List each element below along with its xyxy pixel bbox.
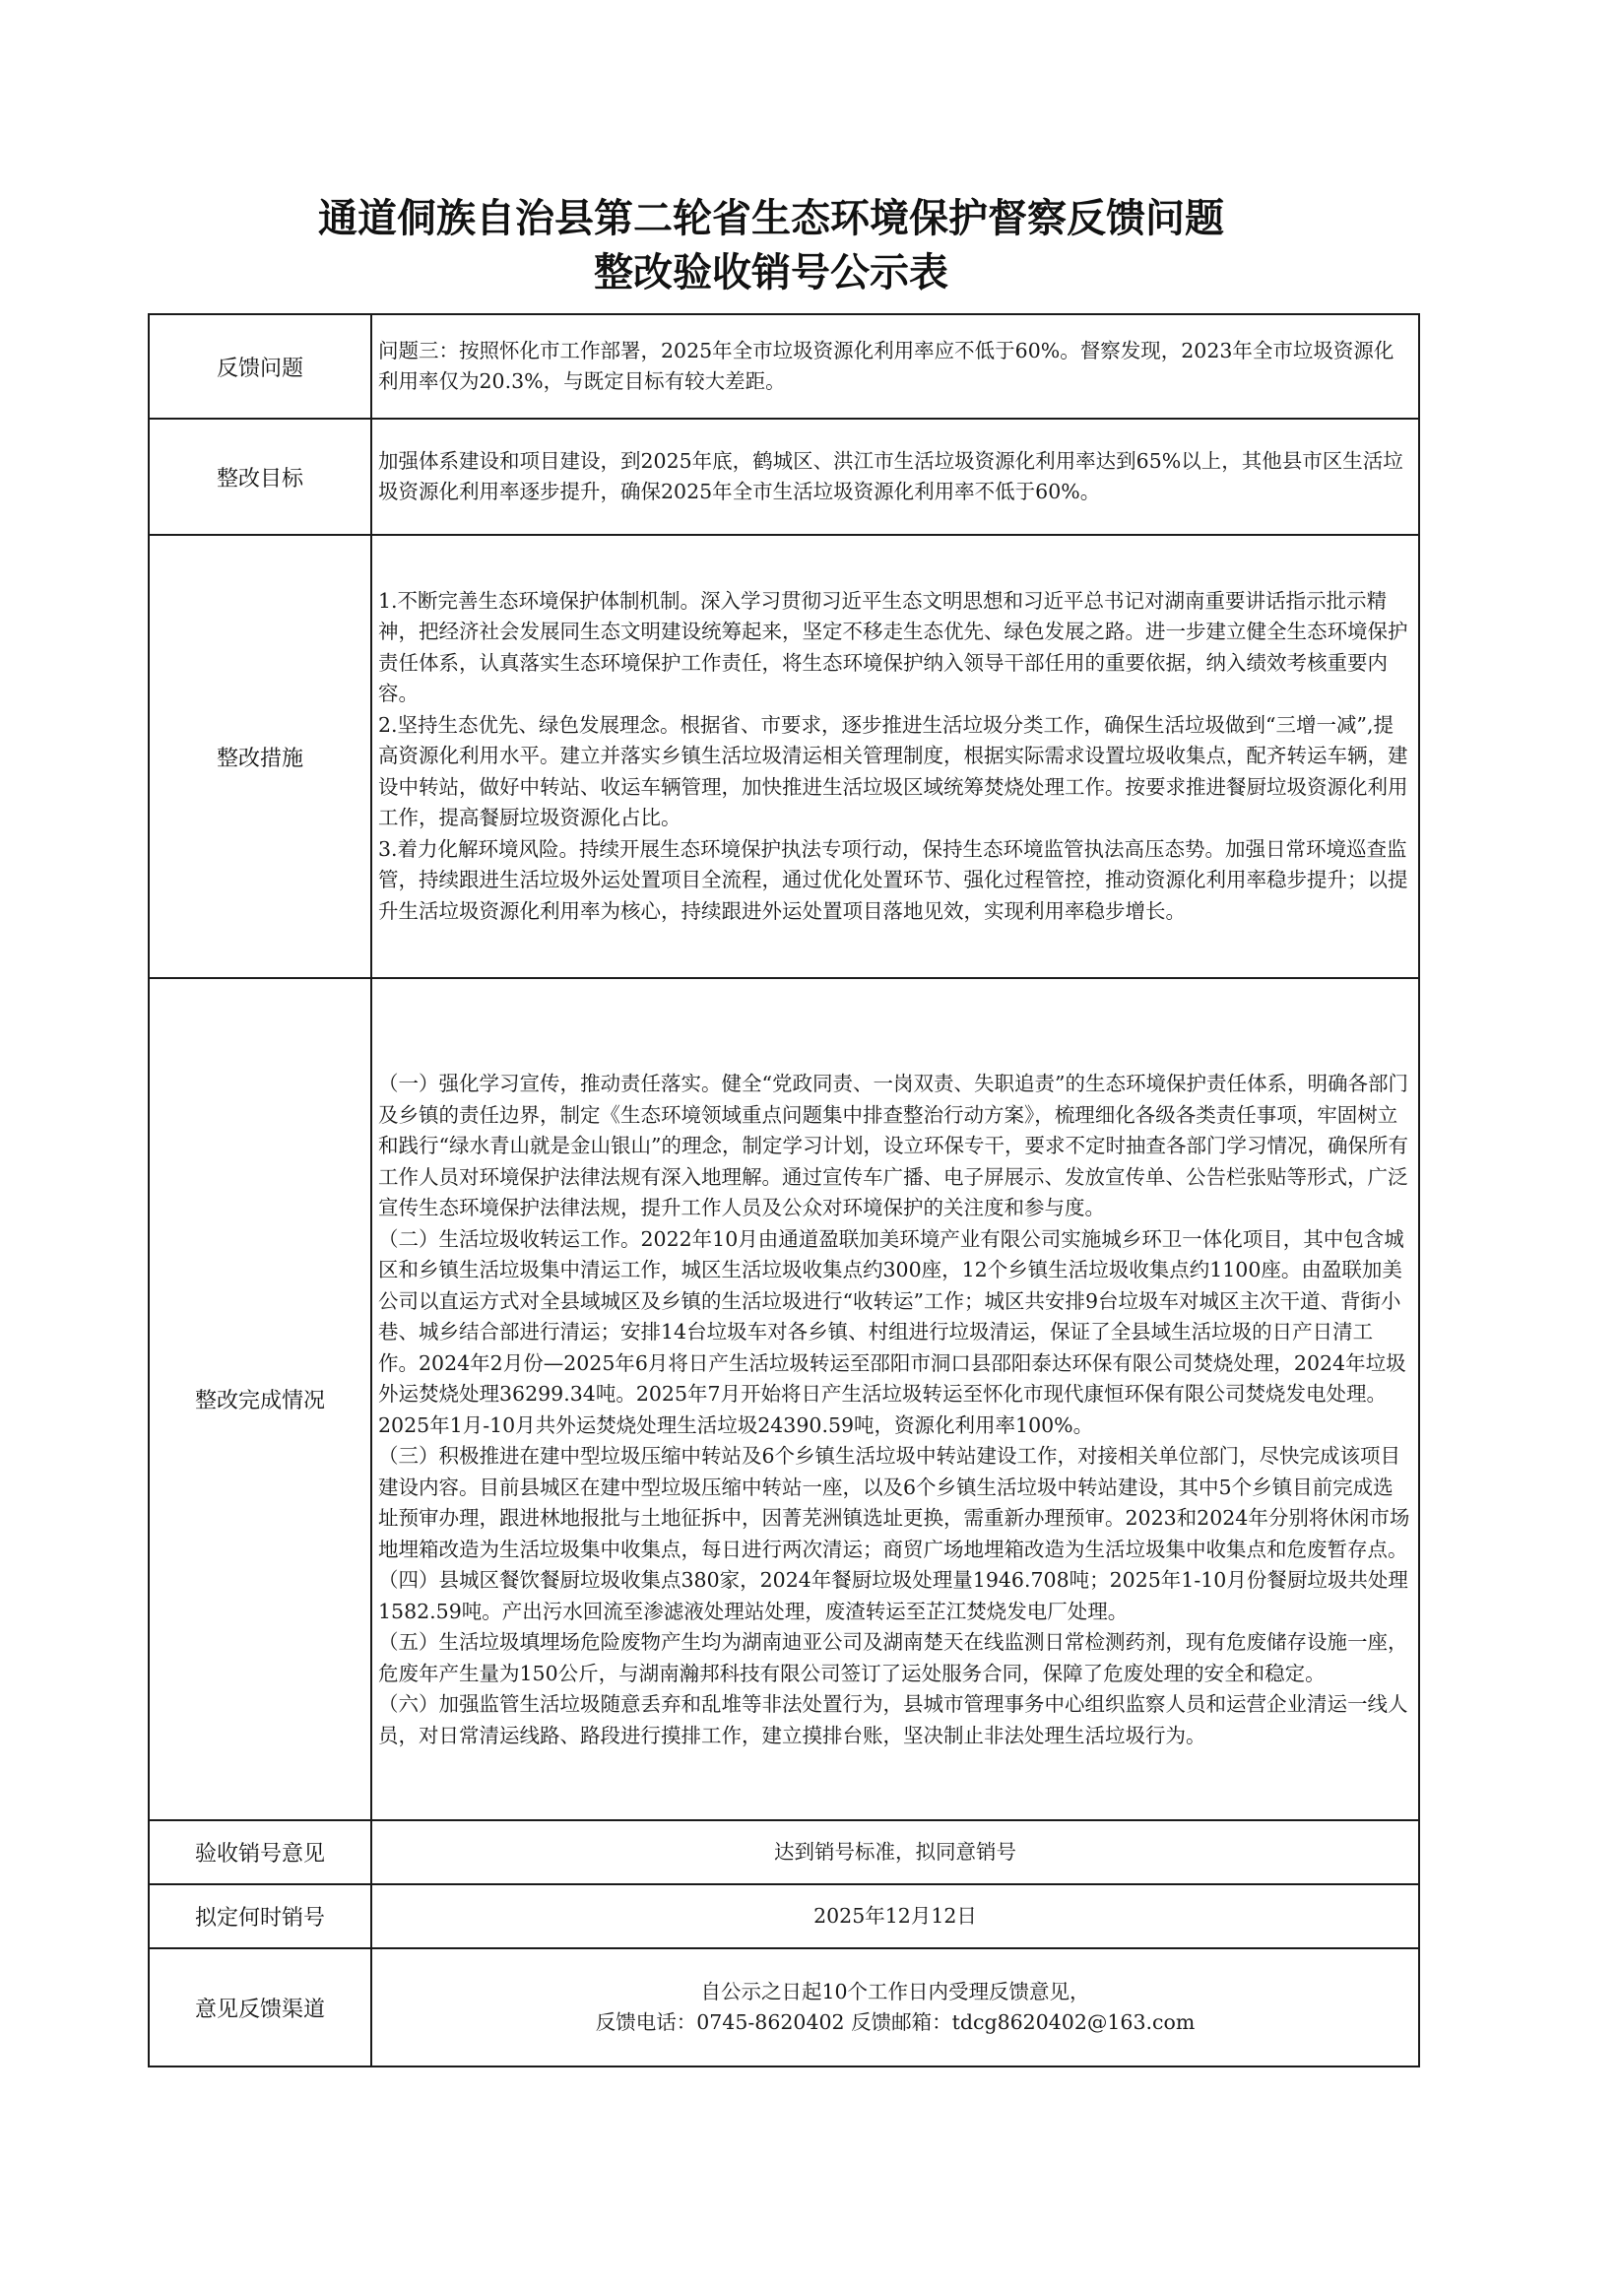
label-completion-status: 整改完成情况 <box>149 978 371 1820</box>
label-acceptance-opinion: 验收销号意见 <box>149 1820 371 1884</box>
document-title-line-1: 通道侗族自治县第二轮省生态环境保护督察反馈问题 <box>318 196 1224 241</box>
label-rectification-goal: 整改目标 <box>149 419 371 535</box>
measure-paragraph-2: 2.坚持生态优先、绿色发展理念。根据省、市要求，逐步推进生活垃圾分类工作，确保生活垃圾做到“三增一减”,提高资源化利用水平。建立并落实乡镇生活垃圾清运相关管理制度，根据实际需求设置垃圾收集点，配齐转运车辆，建设中转站，做好中转站、收运车辆管理，加快推进生活垃圾区域统筹焚烧处理工作。按要求推进餐厨垃圾资源化利用工作，提高餐厨垃圾资源化占比。 <box>378 712 1408 830</box>
completion-status-cell <box>371 978 1419 1820</box>
feedback-channel-line-1: 自公示之日起10个工作日内受理反馈意见， <box>700 1979 1090 2003</box>
row-feedback-channel <box>149 1948 1419 2066</box>
label-feedback-problem: 反馈问题 <box>149 314 371 419</box>
feedback-problem-text: 问题三：按照怀化市工作部署，2025年全市垃圾资源化利用率应不低于60%。督察发现，2023年全市垃圾资源化利用率仅为20.3%，与既定目标有较大差距。 <box>371 314 1419 419</box>
document-title-line-2: 整改验收销号公示表 <box>594 250 948 295</box>
row-planned-date <box>149 1884 1419 1948</box>
rectification-measures-cell <box>371 535 1419 978</box>
feedback-channel-line-2: 反馈电话：0745-8620402 反馈邮箱：tdcg8620402@163.com <box>595 2010 1196 2034</box>
row-feedback-problem <box>149 314 1419 419</box>
label-planned-date: 拟定何时销号 <box>149 1884 371 1948</box>
rectification-goal-text: 加强体系建设和项目建设，到2025年底，鹤城区、洪江市生活垃圾资源化利用率达到65%以上，其他县市区生活垃圾资源化利用率逐步提升，确保2025年全市生活垃圾资源化利用率不低于60%。 <box>371 419 1419 535</box>
measure-paragraph-1: 1.不断完善生态环境保护体制机制。深入学习贯彻习近平生态文明思想和习近平总书记对湖南重要讲话指示批示精神，把经济社会发展同生态文明建设统筹起来，坚定不移走生态优先、绿色发展之路。进一步建立健全生态环境保护责任体系，认真落实生态环境保护工作责任，将生态环境保护纳入领导干部任用的重要依据，纳入绩效考核重要内容。 <box>378 588 1408 706</box>
feedback-channel-cell <box>371 1948 1419 2066</box>
planned-date-text: 2025年12月12日 <box>371 1884 1419 1948</box>
rectification-table <box>148 313 1420 2067</box>
completion-paragraph-6: （六）加强监管生活垃圾随意丢弃和乱堆等非法处置行为，县城市管理事务中心组织监察人员和运营企业清运一线人员，对日常清运线路、路段进行摸排工作，建立摸排台账，坚决制止非法处理生活垃圾行为。 <box>378 1692 1408 1747</box>
row-acceptance-opinion <box>149 1820 1419 1884</box>
label-feedback-channel: 意见反馈渠道 <box>149 1948 371 2066</box>
label-rectification-measures: 整改措施 <box>149 535 371 978</box>
completion-paragraph-5: （五）生活垃圾填埋场危险废物产生均为湖南迪亚公司及湖南楚天在线监测日常检测药剂，现有危废储存设施一座，危废年产生量为150公斤，与湖南瀚邦科技有限公司签订了运处服务合同，保障了危废处理的安全和稳定。 <box>378 1630 1408 1685</box>
row-completion-status <box>149 978 1419 1820</box>
row-rectification-measures <box>149 535 1419 978</box>
row-rectification-goal <box>149 419 1419 535</box>
acceptance-opinion-text: 达到销号标准，拟同意销号 <box>371 1820 1419 1884</box>
completion-paragraph-3: （三）积极推进在建中型垃圾压缩中转站及6个乡镇生活垃圾中转站建设工作，对接相关单位部门，尽快完成该项目建设内容。目前县城区在建中型垃圾压缩中转站一座，以及6个乡镇生活垃圾中转站建设，其中5个乡镇目前完成选址预审办理，跟进林地报批与土地征拆中，因菁芜洲镇选址更换，需重新办理预审。2023和2024年分别将休闲市场地埋箱改造为生活垃圾集中收集点，每日进行两次清运；商贸广场地埋箱改造为生活垃圾集中收集点和危废暂存点。 <box>378 1444 1410 1561</box>
completion-paragraph-1: （一）强化学习宣传，推动责任落实。健全“党政同责、一岗双责、失职追责”的生态环境保护责任体系，明确各部门及乡镇的责任边界，制定《生态环境领域重点问题集中排查整治行动方案》，梳理细化各级各类责任事项，牢固树立和践行“绿水青山就是金山银山”的理念，制定学习计划，设立环保专干，要求不定时抽查各部门学习情况，确保所有工作人员对环境保护法律法规有深入地理解。通过宣传车广播、电子屏展示、发放宣传单、公告栏张贴等形式，广泛宣传生态环境保护法律法规，提升工作人员及公众对环境保护的关注度和参与度。 <box>378 1072 1408 1219</box>
measure-paragraph-3: 3.着力化解环境风险。持续开展生态环境保护执法专项行动，保持生态环境监管执法高压态势。加强日常环境巡查监管，持续跟进生活垃圾外运处置项目全流程，通过优化处置环节、强化过程管控，推动资源化利用率稳步提升；以提升生活垃圾资源化利用率为核心，持续跟进外运处置项目落地见效，实现利用率稳步增长。 <box>378 836 1408 923</box>
completion-paragraph-4: （四）县城区餐饮餐厨垃圾收集点380家，2024年餐厨垃圾处理量1946.708吨；2025年1-10月份餐厨垃圾共处理1582.59吨。产出污水回流至渗滤液处理站处理，废渣转运至芷江焚烧发电厂处理。 <box>378 1568 1408 1623</box>
completion-paragraph-2: （二）生活垃圾收转运工作。2022年10月由通道盈联加美环境产业有限公司实施城乡环卫一体化项目，其中包含城区和乡镇生活垃圾集中清运工作，城区生活垃圾收集点约300座，12个乡镇生活垃圾收集点约1100座。由盈联加美公司以直运方式对全县域城区及乡镇的生活垃圾进行“收转运”工作；城区共安排9台垃圾车对城区主次干道、背街小巷、城乡结合部进行清运；安排14台垃圾车对各乡镇、村组进行垃圾清运，保证了全县域生活垃圾的日产日清工作。2024年2月份—2025年6月将日产生活垃圾转运至邵阳市洞口县邵阳泰达环保有限公司焚烧处理，2024年垃圾外运焚烧处理36299.34吨。2025年7月开始将日产生活垃圾转运至怀化市现代康恒环保有限公司焚烧发电处理。2025年1月-10月共外运焚烧处理生活垃圾24390.59吨，资源化利用率100%。 <box>378 1226 1406 1437</box>
